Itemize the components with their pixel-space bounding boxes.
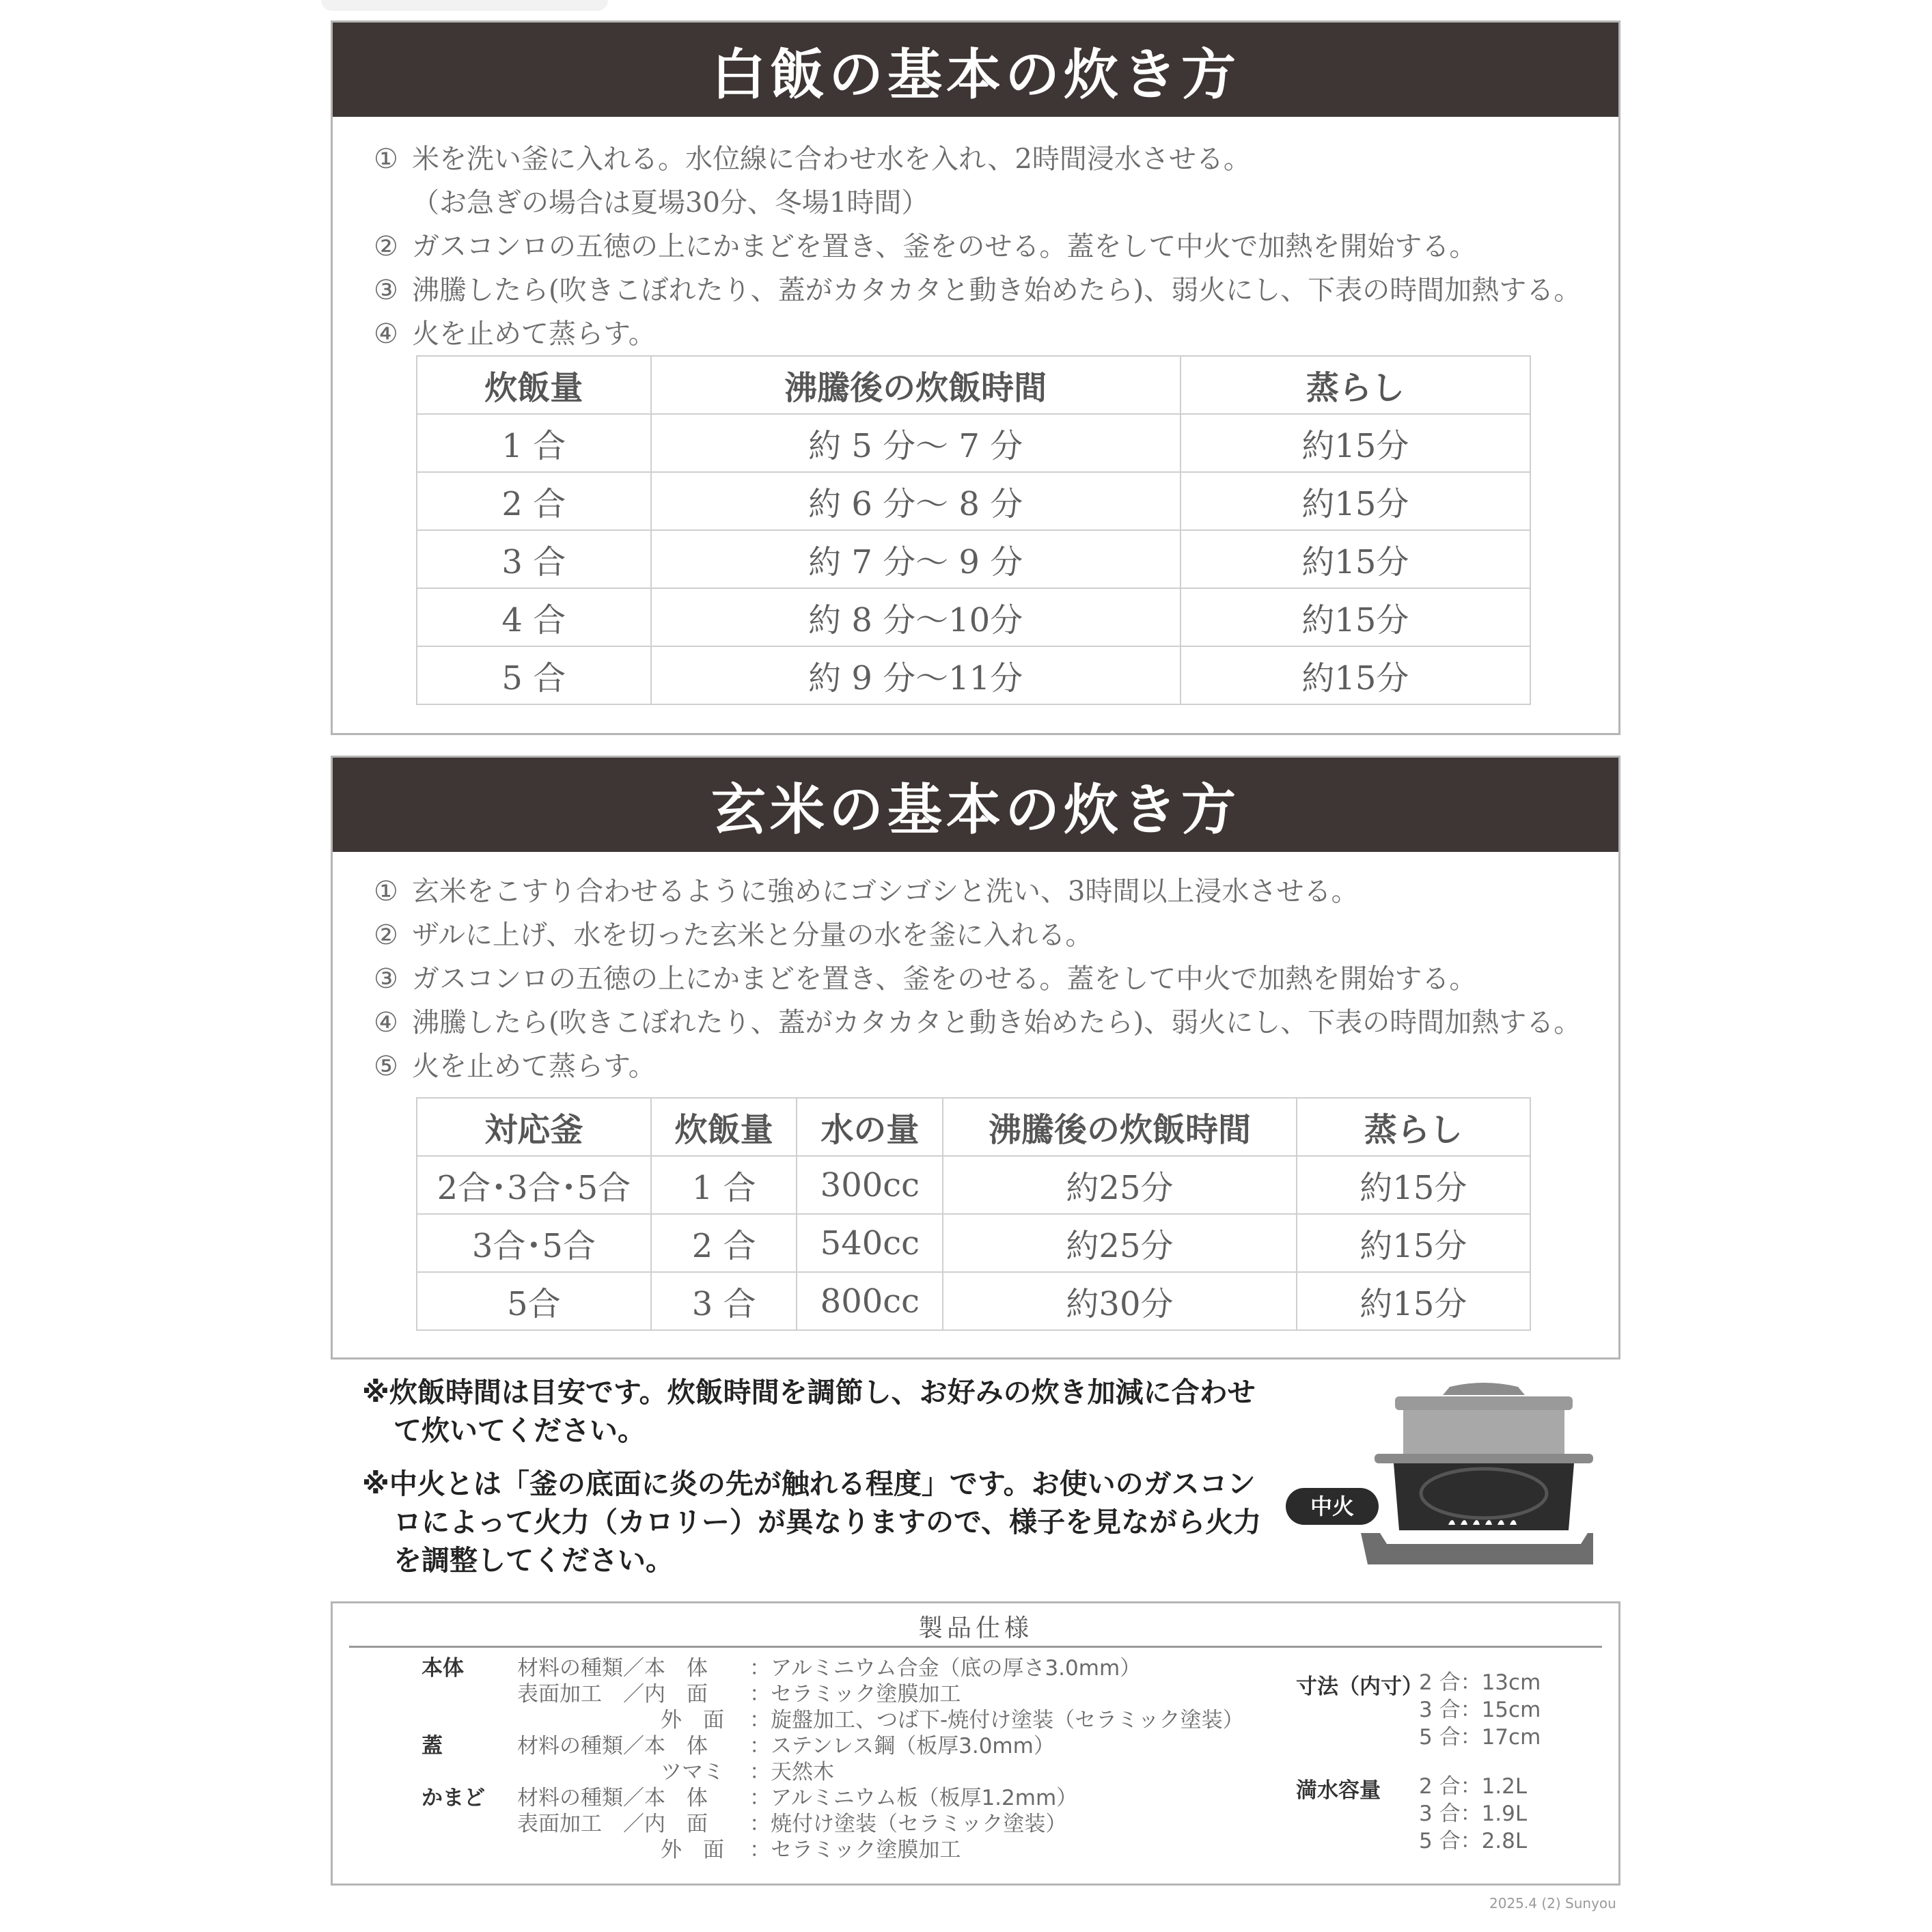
table-cell: 300cc: [797, 1156, 943, 1214]
step-item: ④ 火を止めて蒸らす。: [374, 318, 656, 350]
footer-code: 2025.4 (2) Sunyou: [1489, 1895, 1616, 1912]
step-item: ④ 沸騰したら(吹きこぼれたり、蓋がカタカタと動き始めたら)、弱火にし、下表の時間加熱する。: [374, 1007, 1582, 1038]
brown-rice-section: [331, 756, 1620, 1360]
pot-brim: [1375, 1454, 1593, 1463]
table-row: [417, 1156, 1530, 1214]
column-header: 蒸らし: [1181, 356, 1530, 414]
table-cell: 1 合: [417, 414, 651, 472]
table-cell: 約 5 分〜 7 分: [651, 414, 1181, 472]
table-row: [417, 530, 1530, 588]
table-cell: 2 合: [417, 472, 651, 530]
step-item: ② ガスコンロの五徳の上にかまどを置き、釜をのせる。蓋をして中火で加熱を開始する。: [374, 231, 1477, 262]
brown-rice-steps: [374, 870, 1581, 1088]
dimensions-group: [1296, 1669, 1541, 1751]
table-row: [417, 1214, 1530, 1272]
table-cell: 約25分: [943, 1156, 1296, 1214]
capacity-label: 満水容量: [1296, 1778, 1381, 1803]
table-cell: 約30分: [943, 1272, 1296, 1330]
step-item: ③ 沸騰したら(吹きこぼれたり、蓋がカタカタと動き始めたら)、弱火にし、下表の時間加熱する。: [374, 275, 1582, 306]
column-header: 水の量: [797, 1098, 943, 1156]
dimension-value: 5 合：17cm: [1419, 1725, 1541, 1750]
white-rice-section: [331, 20, 1620, 735]
table-cell: 2合･3合･5合: [417, 1156, 651, 1214]
table-cell: 約15分: [1181, 646, 1530, 704]
table-cell: 3 合: [417, 530, 651, 588]
spec-title: 製品仕様: [349, 1609, 1602, 1648]
table-cell: 5合: [417, 1272, 651, 1330]
table-cell: 約15分: [1181, 530, 1530, 588]
column-header: 蒸らし: [1297, 1098, 1530, 1156]
table-cell: 4 合: [417, 588, 651, 646]
table-row: [417, 646, 1530, 704]
column-header: 沸騰後の炊飯時間: [943, 1098, 1296, 1156]
table-cell: 5 合: [417, 646, 651, 704]
product-spec: 製品仕様 本体 材料の種類／本 体 ：アルミニウム合金（底の厚さ3.0mm） 表面加工 ／内 面 ：セラミック塗膜加工 外 面 ：旋盤加工、つば下-焼付け塗装（セラミック塗装） 蓋 材料の種類／本 体 ：ステンレス鋼（板厚3.0mm） ツマミ ：天然木 かまど 材料の種類／本 体 ：アルミニウム板（板厚1.2mm） 表面加工 ／内 面 ：焼付け塗装（セラミック塗装） 外 面 ：セラミック塗膜加工 寸法（内寸） 2 合：13cm 3 合：15cm 5 合：17cm 満水容量 2 合：1.2L 3 合：1.9L 5 合：2.8L: [331, 1601, 1620, 1886]
table-cell: 約 9 分〜11分: [651, 646, 1181, 704]
stove-stand: [1361, 1533, 1593, 1564]
table-cell: 約15分: [1297, 1156, 1530, 1214]
medium-heat-stove-illustration: [1279, 1373, 1593, 1578]
capacity-group: [1296, 1773, 1528, 1855]
table-cell: 540cc: [797, 1214, 943, 1272]
table-cell: 約15分: [1181, 414, 1530, 472]
table-row: [417, 588, 1530, 646]
table-cell: 約25分: [943, 1214, 1296, 1272]
table-cell: 約15分: [1181, 588, 1530, 646]
table-cell: 約 6 分〜 8 分: [651, 472, 1181, 530]
table-cell: 約15分: [1297, 1214, 1530, 1272]
capacity-value: 5 合：2.8L: [1419, 1829, 1528, 1853]
table-header-row: [417, 356, 1530, 414]
top-tab-stub: [321, 0, 608, 11]
table-cell: 約15分: [1297, 1272, 1530, 1330]
table-cell: 約 8 分〜10分: [651, 588, 1181, 646]
column-header: 対応釜: [417, 1098, 651, 1156]
cooking-notes: [362, 1373, 1278, 1595]
dimension-value: 2 合：13cm: [1419, 1670, 1541, 1695]
white-rice-table: [416, 355, 1531, 705]
dimensions-label: 寸法（内寸）: [1296, 1674, 1423, 1699]
column-header: 炊飯量: [651, 1098, 797, 1156]
column-header: 沸騰後の炊飯時間: [651, 356, 1181, 414]
spec-dimensions: [1296, 1669, 1541, 1877]
table-row: [417, 472, 1530, 530]
table-cell: 2 合: [651, 1214, 797, 1272]
step-item: ① 米を洗い釜に入れる。水位線に合わせ水を入れ、2時間浸水させる。 （お急ぎの場合は夏場30分、冬場1時間）: [374, 143, 1251, 219]
table-cell: 約 7 分〜 9 分: [651, 530, 1181, 588]
pot-lid: [1395, 1396, 1573, 1410]
brown-rice-title: 玄米の基本の炊き方: [333, 758, 1618, 852]
note-text: ※炊飯時間は目安です。炊飯時間を調節し、お好みの炊き加減に合わせて炊いてください。: [362, 1376, 1256, 1447]
table-row: [417, 1272, 1530, 1330]
step-item: ⑤ 火を止めて蒸らす。: [374, 1051, 656, 1082]
step-item: ③ ガスコンロの五徳の上にかまどを置き、釜をのせる。蓋をして中火で加熱を開始する。: [374, 963, 1477, 995]
step-item: ② ザルに上げ、水を切った玄米と分量の水を釜に入れる。: [374, 920, 1093, 951]
dimension-value: 3 合：15cm: [1419, 1698, 1541, 1722]
capacity-value: 2 合：1.2L: [1419, 1774, 1528, 1799]
table-cell: 3 合: [651, 1272, 797, 1330]
column-header: 炊飯量: [417, 356, 651, 414]
table-header-row: [417, 1098, 1530, 1156]
white-rice-steps: [374, 137, 1581, 356]
table-cell: 1 合: [651, 1156, 797, 1214]
table-row: [417, 414, 1530, 472]
step-item: ① 玄米をこすり合わせるように強めにゴシゴシと洗い、3時間以上浸水させる。: [374, 876, 1359, 907]
pot-body: [1403, 1410, 1564, 1455]
table-cell: 800cc: [797, 1272, 943, 1330]
note-text: ※中火とは「釜の底面に炎の先が触れる程度」です。お使いのガスコンロによって火力（カロリー）が異なりますので、様子を見ながら火力を調整してください。: [362, 1467, 1262, 1577]
table-cell: 3合･5合: [417, 1214, 651, 1272]
lid-knob: [1443, 1383, 1525, 1395]
table-cell: 約15分: [1181, 472, 1530, 530]
medium-heat-label: 中火: [1310, 1493, 1355, 1519]
capacity-value: 3 合：1.9L: [1419, 1802, 1528, 1826]
white-rice-title: 白飯の基本の炊き方: [333, 23, 1618, 117]
brown-rice-table: [416, 1097, 1531, 1331]
